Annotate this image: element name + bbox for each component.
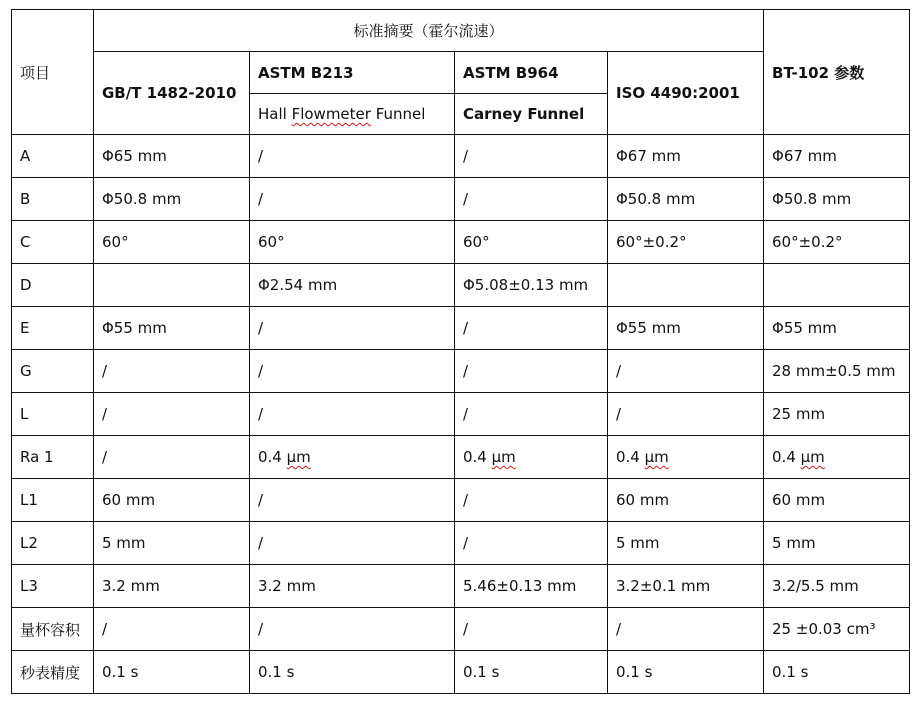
table-row	[12, 565, 910, 608]
cell-bt: 0.4 μm	[764, 436, 910, 479]
cell-gb: /	[94, 350, 250, 393]
row-label: C	[12, 221, 94, 264]
cell-iso: Φ67 mm	[608, 135, 764, 178]
table-row	[12, 479, 910, 522]
cell-astm213: /	[250, 393, 455, 436]
cell-astm213: 60°	[250, 221, 455, 264]
cell-iso: Φ55 mm	[608, 307, 764, 350]
cell-bt: 5 mm	[764, 522, 910, 565]
cell-astm964: /	[455, 608, 608, 651]
cell-bt: 60°±0.2°	[764, 221, 910, 264]
cell-iso: /	[608, 350, 764, 393]
table-row	[12, 522, 910, 565]
header-iso: ISO 4490:2001	[608, 52, 764, 135]
cell-astm213: /	[250, 608, 455, 651]
cell-iso: /	[608, 608, 764, 651]
cell-astm213: /	[250, 307, 455, 350]
cell-astm964: /	[455, 350, 608, 393]
cell-gb: 60°	[94, 221, 250, 264]
table-row	[12, 436, 910, 479]
table-row	[12, 264, 910, 307]
cell-iso: 0.4 μm	[608, 436, 764, 479]
cell-iso	[608, 264, 764, 307]
cell-gb: Φ65 mm	[94, 135, 250, 178]
cell-astm964: /	[455, 393, 608, 436]
row-label: L	[12, 393, 94, 436]
table-row	[12, 651, 910, 694]
standards-comparison-table	[11, 9, 910, 694]
cell-astm964: /	[455, 307, 608, 350]
row-label: E	[12, 307, 94, 350]
cell-bt: 60 mm	[764, 479, 910, 522]
header-astm-b964-sub: Carney Funnel	[455, 94, 608, 135]
row-label: G	[12, 350, 94, 393]
header-astm-b964: ASTM B964	[455, 52, 608, 94]
cell-astm964: /	[455, 479, 608, 522]
table-row	[12, 135, 910, 178]
cell-gb: 0.1 s	[94, 651, 250, 694]
row-label: 量杯容积	[12, 608, 94, 651]
cell-astm213: /	[250, 522, 455, 565]
cell-gb: Φ55 mm	[94, 307, 250, 350]
cell-iso: 0.1 s	[608, 651, 764, 694]
cell-iso: Φ50.8 mm	[608, 178, 764, 221]
cell-gb: 5 mm	[94, 522, 250, 565]
row-label: Ra 1	[12, 436, 94, 479]
table-row	[12, 350, 910, 393]
row-label: B	[12, 178, 94, 221]
cell-bt: 25 mm	[764, 393, 910, 436]
cell-bt	[764, 264, 910, 307]
cell-gb: /	[94, 436, 250, 479]
row-label: A	[12, 135, 94, 178]
cell-astm213: /	[250, 135, 455, 178]
cell-astm213: 3.2 mm	[250, 565, 455, 608]
cell-astm213: Φ2.54 mm	[250, 264, 455, 307]
cell-astm964: 5.46±0.13 mm	[455, 565, 608, 608]
header-item: 项目	[12, 10, 94, 135]
hall-funnel-label: Hall Flowmeter Funnel	[258, 105, 426, 123]
cell-bt: Φ50.8 mm	[764, 178, 910, 221]
cell-iso: 3.2±0.1 mm	[608, 565, 764, 608]
cell-gb: 3.2 mm	[94, 565, 250, 608]
cell-astm964: Φ5.08±0.13 mm	[455, 264, 608, 307]
row-label: L1	[12, 479, 94, 522]
row-label: 秒表精度	[12, 651, 94, 694]
cell-iso: 5 mm	[608, 522, 764, 565]
cell-astm964: /	[455, 522, 608, 565]
header-gb: GB/T 1482-2010	[94, 52, 250, 135]
cell-bt: Φ55 mm	[764, 307, 910, 350]
row-label: D	[12, 264, 94, 307]
cell-gb: /	[94, 393, 250, 436]
header-astm-b213: ASTM B213	[250, 52, 455, 94]
header-row-1	[12, 10, 910, 52]
table-row	[12, 307, 910, 350]
table-row	[12, 178, 910, 221]
cell-astm964: 0.1 s	[455, 651, 608, 694]
header-group-title: 标准摘要（霍尔流速）	[94, 10, 764, 52]
cell-astm964: /	[455, 135, 608, 178]
cell-bt: 0.1 s	[764, 651, 910, 694]
cell-astm213: 0.1 s	[250, 651, 455, 694]
row-label: L3	[12, 565, 94, 608]
cell-astm964: 0.4 μm	[455, 436, 608, 479]
cell-bt: 25 ±0.03 cm³	[764, 608, 910, 651]
table-row	[12, 221, 910, 264]
cell-gb	[94, 264, 250, 307]
cell-gb: Φ50.8 mm	[94, 178, 250, 221]
cell-astm213: /	[250, 178, 455, 221]
cell-gb: 60 mm	[94, 479, 250, 522]
cell-astm213: /	[250, 479, 455, 522]
cell-bt: 3.2/5.5 mm	[764, 565, 910, 608]
row-label: L2	[12, 522, 94, 565]
header-astm-b213-sub	[250, 94, 455, 135]
cell-astm213: 0.4 μm	[250, 436, 455, 479]
cell-bt: Φ67 mm	[764, 135, 910, 178]
header-bt-102: BT-102 参数	[764, 10, 910, 135]
cell-bt: 28 mm±0.5 mm	[764, 350, 910, 393]
cell-astm213: /	[250, 350, 455, 393]
cell-iso: /	[608, 393, 764, 436]
cell-astm964: /	[455, 178, 608, 221]
table-row	[12, 393, 910, 436]
cell-gb: /	[94, 608, 250, 651]
cell-iso: 60°±0.2°	[608, 221, 764, 264]
cell-astm964: 60°	[455, 221, 608, 264]
cell-iso: 60 mm	[608, 479, 764, 522]
table-row	[12, 608, 910, 651]
